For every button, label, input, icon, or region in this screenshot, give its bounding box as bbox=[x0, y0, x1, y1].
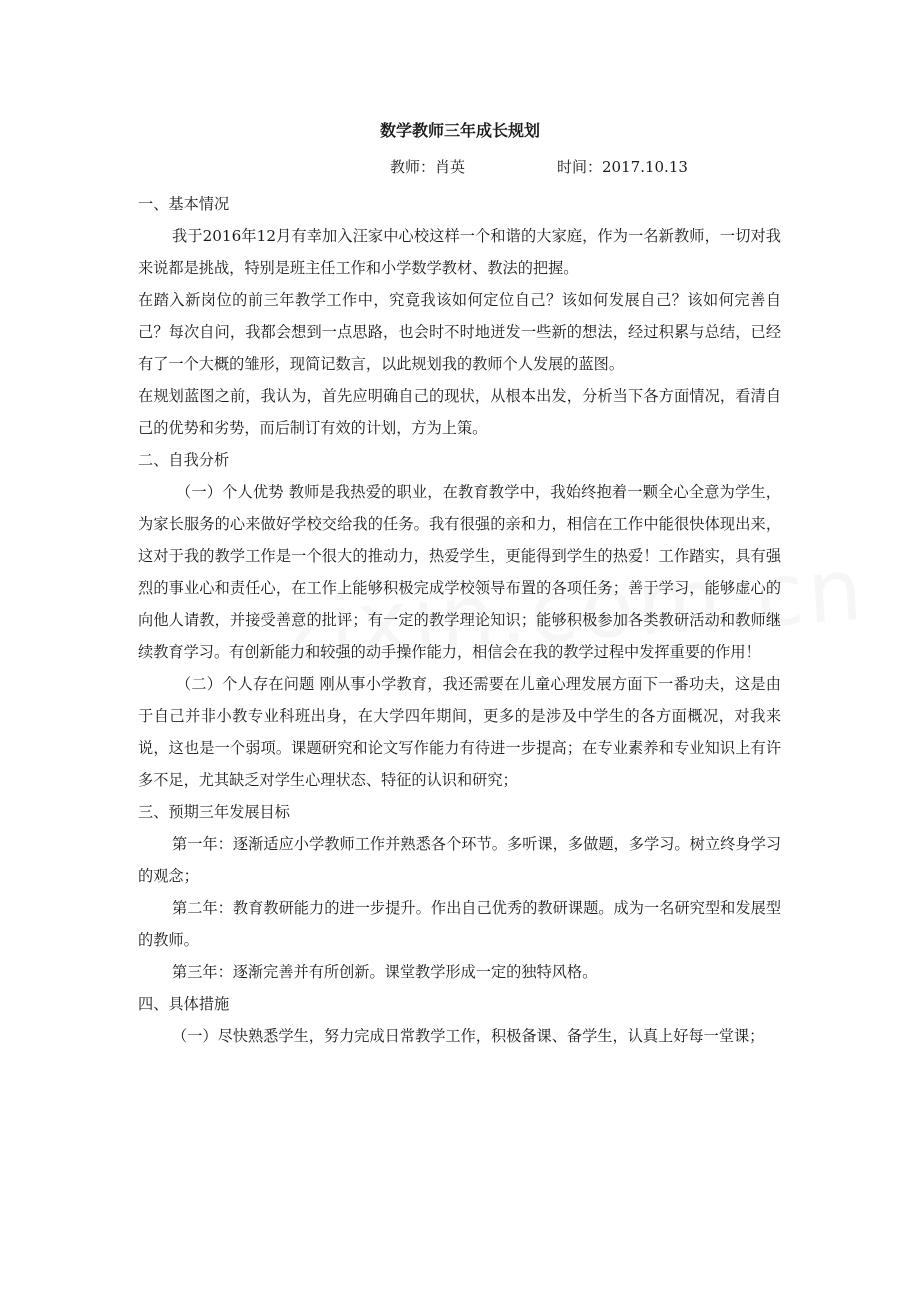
paragraph: （一）个人优势 教师是我热爱的职业，在教育教学中，我始终抱着一颗全心全意为学生，为家长服务的心来做好学校交给我的任务。我有很强的亲和力，相信在工作中能很快体现出来，这对于我的教学工作是一个很大的推动力，热爱学生，更能得到学生的热爱！工作踏实，具有强烈的事业心和责任心，在工作上能够积极完成学校领导布置的各项任务；善于学习，能够虚心的向他人请教，并接受善意的批评；有一定的教学理论知识；能够积极参加各类教研活动和教师继续教育学习。有创新能力和较强的动手操作能力，相信会在我的教学过程中发挥重要的作用！ bbox=[138, 483, 781, 661]
section-heading-measures: 四、具体措施 bbox=[138, 995, 230, 1013]
paragraph: 在踏入新岗位的前三年教学工作中，究竟我该如何定位自己？该如何发展自己？该如何完善自己？每次自问，我都会想到一点思路，也会时不时地迸发一些新的想法，经过积累与总结，已经有了一个大概的雏形，现简记数言，以此规划我的教师个人发展的蓝图。 bbox=[138, 291, 781, 373]
document-body bbox=[138, 188, 781, 1052]
paragraph: （一）尽快熟悉学生，努力完成日常教学工作，积极备课、备学生，认真上好每一堂课； bbox=[172, 1027, 765, 1045]
paragraph: （二）个人存在问题 刚从事小学教育，我还需要在儿童心理发展方面下一番功夫，这是由于自己并非小教专业科班出身，在大学四年期间，更多的是涉及中学生的各方面概况，对我来说，这也是一个弱项。课题研究和论文写作能力有待进一步提高；在专业素养和专业知识上有许多不足，尤其缺乏对学生心理状态、特征的认识和研究； bbox=[138, 675, 781, 789]
section-heading-basic: 一、基本情况 bbox=[138, 195, 230, 213]
teacher-name: 教师：肖英 bbox=[390, 158, 466, 176]
paragraph: 第一年：逐渐适应小学教师工作并熟悉各个环节。多听课，多做题，多学习。树立终身学习的观念； bbox=[138, 835, 781, 885]
document-meta bbox=[390, 156, 688, 177]
section-heading-goals: 三、预期三年发展目标 bbox=[138, 803, 290, 821]
paragraph: 在规划蓝图之前，我认为，首先应明确自己的现状，从根本出发，分析当下各方面情况，看清自己的优势和劣势，而后制订有效的计划，方为上策。 bbox=[138, 387, 781, 437]
paragraph: 第二年：教育教研能力的进一步提升。作出自己优秀的教研课题。成为一名研究型和发展型的教师。 bbox=[138, 899, 781, 949]
paragraph: 第三年：逐渐完善并有所创新。课堂教学形成一定的独特风格。 bbox=[172, 963, 598, 981]
document-title: 数学教师三年成长规划 bbox=[379, 121, 540, 140]
document-date: 时间：2017.10.13 bbox=[557, 158, 688, 176]
section-heading-self-analysis: 二、自我分析 bbox=[138, 451, 230, 469]
paragraph: 我于2016年12月有幸加入汪家中心校这样一个和谐的大家庭，作为一名新教师，一切对我来说都是挑战，特别是班主任工作和小学数学教材、教法的把握。 bbox=[138, 227, 781, 277]
